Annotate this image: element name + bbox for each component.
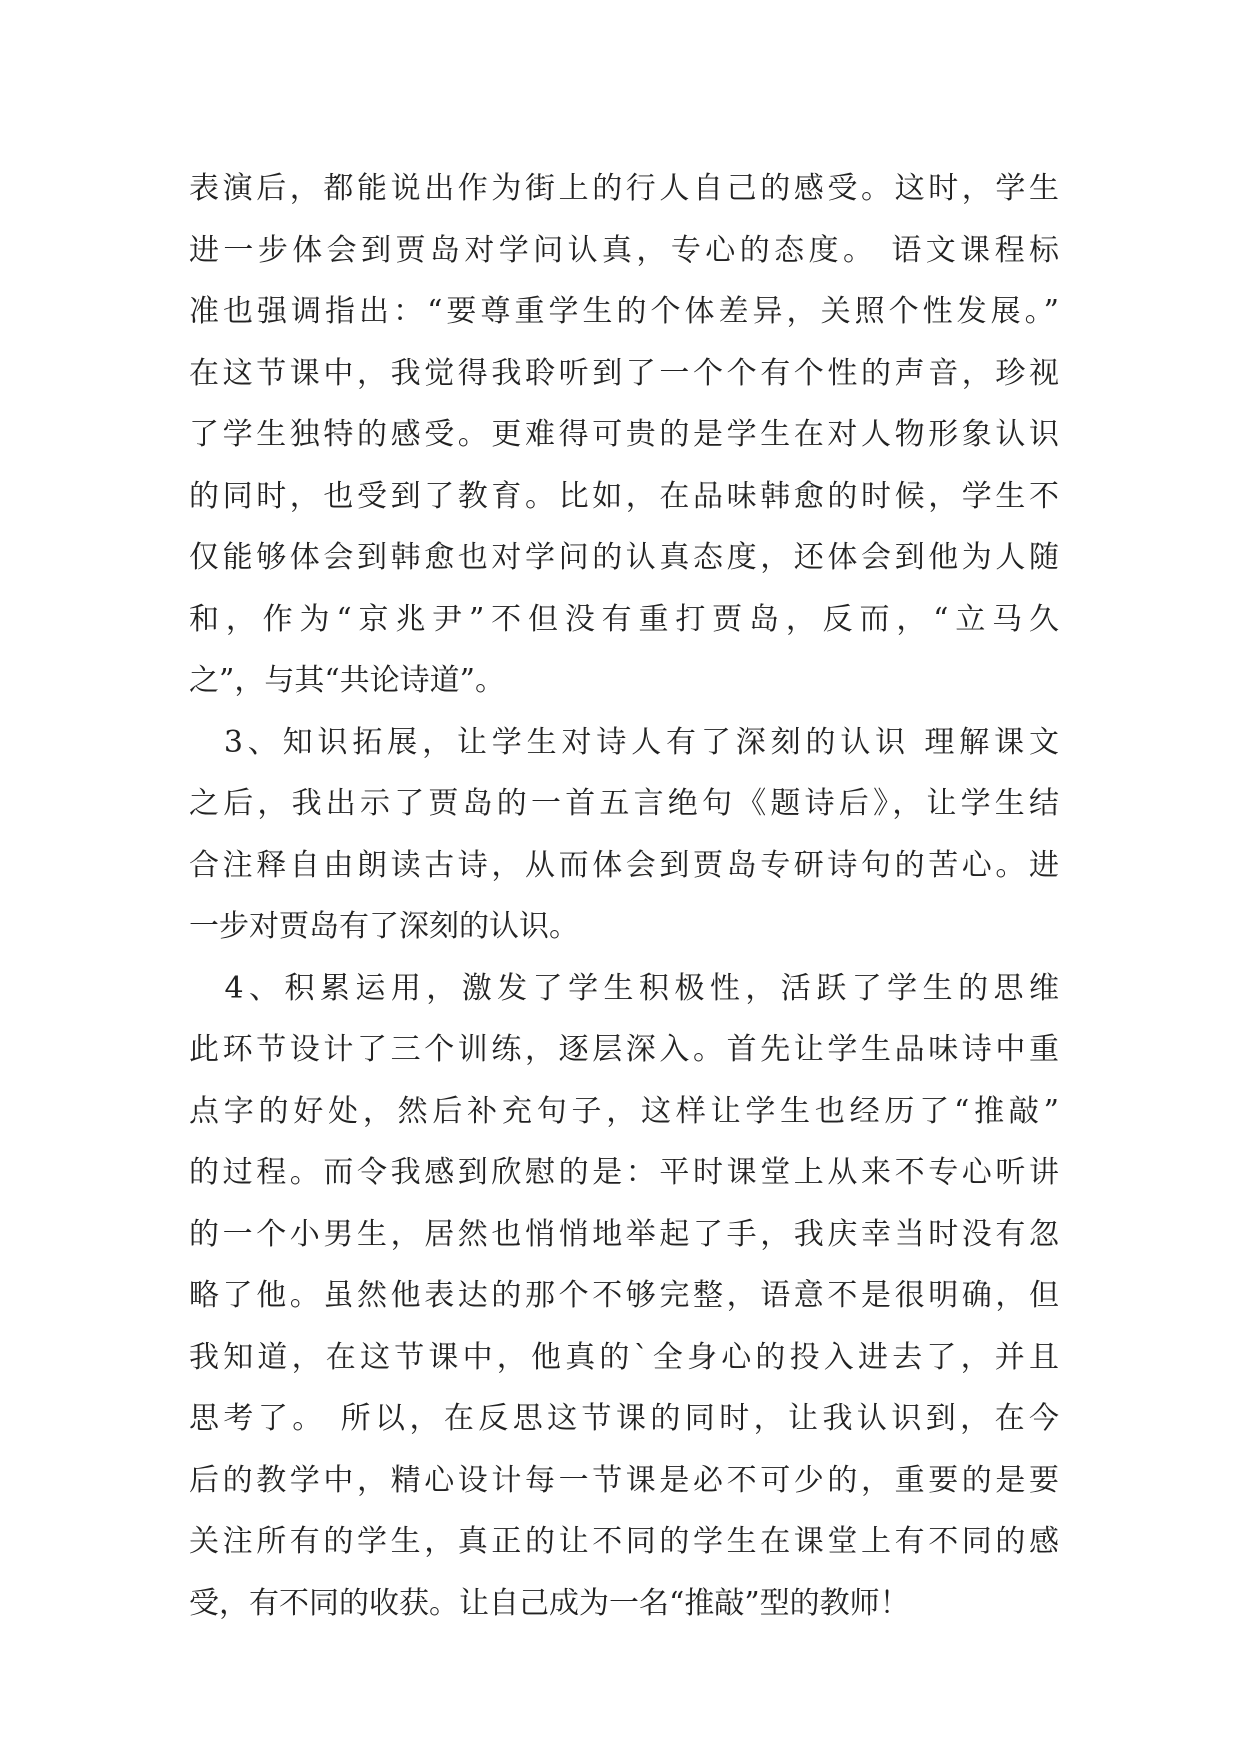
text-line: 仅能够体会到韩愈也对学问的认真态度，还体会到他为人随 — [189, 540, 1059, 575]
text-line: 关注所有的学生，真正的让不同的学生在课堂上有不同的感 — [189, 1524, 1059, 1559]
text-line: 了学生独特的感受。更难得可贵的是学生在对人物形象认识 — [189, 417, 1059, 452]
text-line: 点字的好处，然后补充句子，这样让学生也经历了“推敲” — [189, 1093, 1059, 1129]
text-line: 在这节课中，我觉得我聆听到了一个个有个性的声音，珍视 — [189, 355, 1059, 391]
text-line: 之后，我出示了贾岛的一首五言绝句《题诗后》，让学生结 — [189, 786, 1059, 821]
text-line: 进一步体会到贾岛对学问认真，专心的态度。 语文课程标 — [189, 232, 1059, 268]
text-line: 我知道，在这节课中，他真的`全身心的投入进去了，并且 — [189, 1339, 1059, 1375]
paragraph-end-line: 受，有不同的收获。让自己成为一名“推敲”型的教师！ — [189, 1585, 910, 1621]
text-line: 表演后，都能说出作为街上的行人自己的感受。这时，学生 — [189, 171, 1059, 206]
text-line: 后的教学中，精心设计每一节课是必不可少的，重要的是要 — [189, 1462, 1059, 1498]
paragraph-heading-line: 4、积累运用，激发了学生积极性，活跃了学生的思维 — [189, 970, 1059, 1006]
paragraph-heading-line: 3、知识拓展，让学生对诗人有了深刻的认识 理解课文 — [189, 724, 1059, 760]
text-line: 合注释自由朗读古诗，从而体会到贾岛专研诗句的苦心。进 — [189, 847, 1059, 883]
text-line: 此环节设计了三个训练，逐层深入。首先让学生品味诗中重 — [189, 1032, 1059, 1067]
paragraph-end-line: 一步对贾岛有了深刻的认识。 — [189, 909, 579, 944]
text-line: 和，作为“京兆尹”不但没有重打贾岛，反而，“立马久 — [189, 601, 1059, 637]
text-line: 略了他。虽然他表达的那个不够完整，语意不是很明确，但 — [189, 1278, 1059, 1313]
text-line: 的一个小男生，居然也悄悄地举起了手，我庆幸当时没有忽 — [189, 1216, 1059, 1252]
body-text — [189, 158, 1059, 1634]
text-line: 思考了。 所以，在反思这节课的同时，让我认识到，在今 — [189, 1401, 1059, 1436]
text-line: 的同时，也受到了教育。比如，在品味韩愈的时候，学生不 — [189, 478, 1059, 514]
text-line: 的过程。而令我感到欣慰的是：平时课堂上从来不专心听讲 — [189, 1155, 1059, 1190]
paragraph-end-line: 之”，与其“共论诗道”。 — [189, 663, 506, 698]
text-line: 准也强调指出：“要尊重学生的个体差异，关照个性发展。” — [189, 294, 1059, 329]
